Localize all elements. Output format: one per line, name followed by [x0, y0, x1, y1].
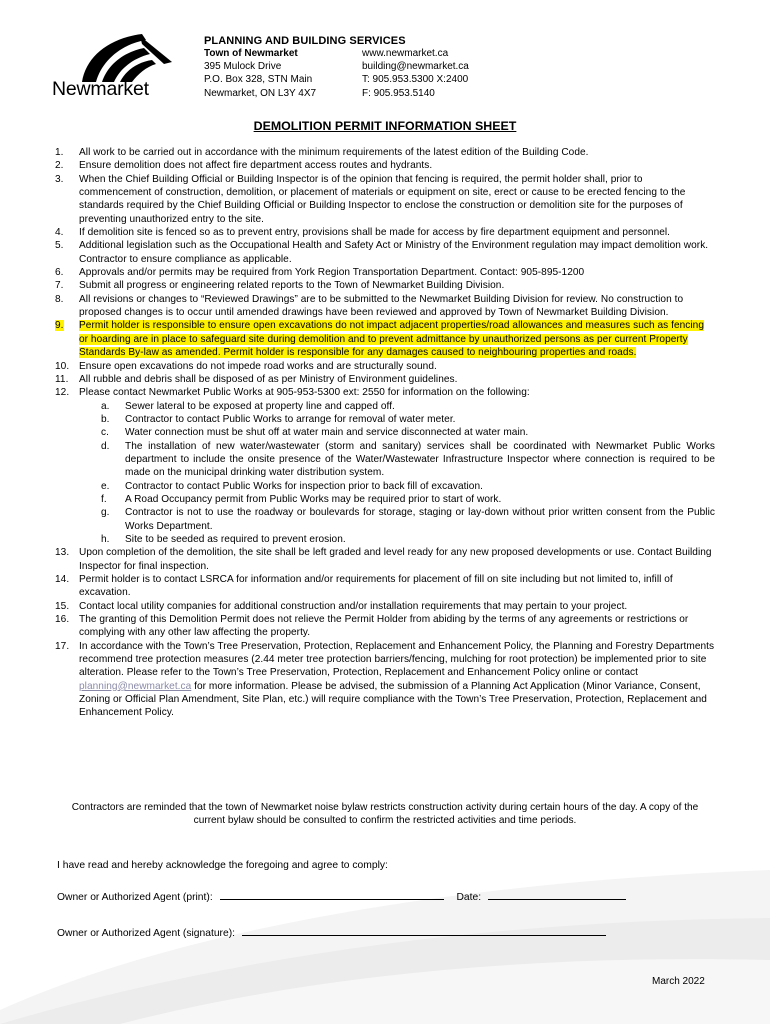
item-number [55, 146, 79, 159]
item-number-text: 4. [55, 227, 64, 239]
item-number-text: 1. [55, 147, 64, 158]
item-text-content: Approvals and/or permits may be required from York Region Transportation Department. Contact: 905-895-1200 [79, 267, 585, 279]
list-item [55, 173, 715, 226]
item-text-part: for more information. Please be advised, the submission of a Planning Act Application (Minor Variance, Consent, Zoning or Official Plan Amendment, Site Plan, etc.) will require compliance with the Town’s Tree Preservation, Protection, Replacement and Enhancement Policy. [79, 680, 707, 719]
item-number [55, 159, 79, 172]
list-item [55, 319, 715, 359]
list-item [55, 293, 715, 320]
item-number-text: 5. [55, 240, 64, 252]
item-number [55, 266, 79, 279]
list-item [55, 613, 715, 640]
sub-item-letter [79, 413, 125, 426]
sub-item-letter [79, 506, 125, 533]
item-text [79, 373, 715, 386]
item-text-content: Ensure demolition does not affect fire department access routes and hydrants. [79, 160, 433, 172]
sub-item-letter-text: c. [101, 427, 109, 439]
website-link[interactable]: www.newmarket.ca [362, 48, 449, 59]
sub-item-letter [79, 480, 125, 493]
item-number [55, 226, 79, 239]
sub-item-text: Contractor is not to use the roadway or boulevards for storage, staging or lay-down without prior written consent from the Public Works Department. [125, 507, 715, 532]
mailing-address [204, 47, 316, 100]
item-text [79, 293, 715, 320]
item-text-content: Upon completion of the demolition, the site shall be left graded and level ready for any new proposed developments or use. Contact Building Inspector for final inspection. [79, 547, 712, 572]
signature-field[interactable] [242, 925, 606, 936]
item-number [55, 546, 79, 573]
item-number [55, 239, 79, 266]
item-text-content: Permit holder is to contact LSRCA for information and/or requirements for placement of fill on site including but not limited to, infill of excavation. [79, 574, 673, 599]
item-number-text: 16. [55, 614, 70, 626]
sub-item [79, 493, 715, 506]
phone-number: T: 905.953.5300 X:2400 [362, 74, 469, 86]
sub-item-letter-text: a. [101, 400, 110, 412]
item-text [79, 159, 715, 172]
item-number-text: 12. [55, 387, 70, 399]
item-number-text: 7. [55, 280, 64, 292]
sub-item [79, 413, 715, 426]
list-item [55, 640, 715, 720]
sub-item [79, 480, 715, 493]
list-item [55, 573, 715, 600]
date-label: Date: [456, 892, 482, 903]
list-item [55, 226, 715, 239]
sub-item-letter [79, 493, 125, 506]
newmarket-arc-logo-icon [80, 34, 176, 82]
item-number-text: 8. [55, 293, 64, 305]
acknowledgement-statement: I have read and hereby acknowledge the foregoing and agree to comply: [57, 860, 388, 871]
item-text-content: If demolition site is fenced so as to prevent entry, provisions shall be made for access by fire department equipment and personnel. [79, 227, 671, 239]
sub-item-letter [79, 440, 125, 480]
item-number [55, 319, 79, 359]
sub-item [79, 426, 715, 439]
sub-item-text: Water connection must be shut off at water main and service disconnected at water main. [125, 427, 529, 439]
list-item [55, 239, 715, 266]
item-number [55, 173, 79, 226]
item-text [79, 279, 715, 292]
sub-item-text: A Road Occupancy permit from Public Works may be required prior to start of work. [125, 493, 502, 505]
fax-number: F: 905.953.5140 [362, 87, 435, 99]
item-text [79, 573, 715, 600]
sub-item [79, 440, 715, 480]
newmarket-logo [52, 34, 174, 100]
address-line: 395 Mulock Drive [204, 61, 282, 73]
item-text [79, 600, 715, 613]
item-number-text: 17. [55, 640, 70, 652]
item-number-text: 2. [55, 160, 64, 172]
list-item [55, 546, 715, 573]
item-text [79, 386, 715, 399]
sub-item-letter-text: e. [101, 480, 110, 492]
contact-info [362, 47, 469, 100]
signature-label: Owner or Authorized Agent (signature): [57, 928, 236, 939]
item-number-text: 14. [55, 574, 70, 585]
sub-item-text: Contractor to contact Public Works for inspection prior to back fill of excavation. [125, 480, 483, 492]
address-line: Newmarket, ON L3Y 4X7 [204, 87, 317, 99]
item-text-content: All work to be carried out in accordance with the minimum requirements of the latest edition of the Building Code. [79, 147, 589, 158]
item-text-content: All rubble and debris shall be disposed of as per Ministry of Environment guidelines. [79, 373, 458, 385]
item-text [79, 173, 715, 226]
item-text [79, 146, 715, 159]
list-item [55, 159, 715, 172]
item-text-content: Permit holder is responsible to ensure open excavations do not impact adjacent properties/road allowances and measures such as fencing or hoarding are in place to safeguard site during demolition and to prevent admittance by unauthorized persons as per current Property Standards By-law as amended. Permit holder is responsible for any damages caused to neighbouring properties and roads. [79, 320, 705, 359]
item-text [79, 319, 715, 359]
planning-email-link[interactable]: planning@newmarket.ca [79, 680, 192, 692]
item-text-content: The granting of this Demolition Permit does not relieve the Permit Holder from abiding by the terms of any agreements or restrictions or complying with any other law affecting the property. [79, 614, 689, 639]
sub-item-letter-text: g. [101, 507, 110, 519]
list-item [55, 386, 715, 399]
sub-item [79, 533, 715, 546]
list-item [55, 373, 715, 386]
sub-item-text: Site to be seeded as required to prevent erosion. [125, 533, 346, 545]
sub-item-letter [79, 426, 125, 439]
item-number-text: 6. [55, 267, 64, 279]
item-number-text: 11. [55, 373, 69, 385]
department-title: PLANNING AND BUILDING SERVICES [204, 35, 406, 47]
signature-row [57, 925, 606, 939]
item-number [55, 360, 79, 373]
item-number [55, 373, 79, 386]
sub-item-text: The installation of new water/wastewater (storm and sanitary) services shall be coordinated with Newmarket Public Works department to include the onsite presence of the Water/Wastewater Infrastructure Inspector where connection is required to be made on the municipal drinking water distribution system. [125, 440, 715, 479]
print-name-field[interactable] [220, 889, 444, 900]
item-number-text: 9. [55, 320, 64, 332]
item-number [55, 573, 79, 600]
item-number [55, 293, 79, 320]
item-text [79, 546, 715, 573]
sub-item-letter [79, 400, 125, 413]
sub-item [79, 506, 715, 533]
revision-date: March 2022 [652, 976, 705, 987]
item-text [79, 266, 715, 279]
item-text-content: Additional legislation such as the Occupational Health and Safety Act or Ministry of the Environment regulation may impact demolition work. Contractor to ensure compliance as applicable. [79, 240, 709, 265]
item-number-text: 3. [55, 173, 64, 185]
item-text-content: Submit all progress or engineering related reports to the Town of Newmarket Building Division. [79, 280, 505, 292]
print-name-row [57, 889, 626, 903]
item-text-content: Ensure open excavations do not impede road works and are structurally sound. [79, 360, 437, 372]
list-item [55, 279, 715, 292]
document-title: DEMOLITION PERMIT INFORMATION SHEET [253, 119, 517, 133]
sub-item-letter-text: b. [101, 413, 110, 425]
item-text [79, 640, 715, 720]
item-number [55, 613, 79, 640]
address-line: Town of Newmarket [204, 48, 298, 59]
item-text [79, 360, 715, 373]
item-text-content: Please contact Newmarket Public Works at 905-953-5300 ext: 2550 for information on the following: [79, 387, 530, 399]
item-number [55, 279, 79, 292]
item-text-content: All revisions or changes to “Reviewed Drawings” are to be submitted to the Newmarket Building Division for review. No construction to proposed changes is to occur until amended drawings have been reviewed and approved by Town of Newmarket Building Division. [79, 293, 684, 319]
item-text-content: When the Chief Building Official or Building Inspector is of the opinion that fencing is required, the permit holder shall, prior to commencement of construction, demolition, or placement of materials or equipment on site, erect or cause to be erected fencing to the standards required by the Chief Building Official or Building Inspector to enclose the construction or demolition site for the purposes of preventing unauthorized entry to the site. [79, 173, 686, 225]
list-item [55, 266, 715, 279]
item-number [55, 640, 79, 720]
print-name-label: Owner or Authorized Agent (print): [57, 892, 213, 903]
list-item [55, 600, 715, 613]
item-text [79, 226, 715, 239]
item-text [79, 613, 715, 640]
email-link[interactable]: building@newmarket.ca [362, 61, 469, 73]
noise-bylaw-reminder: Contractors are reminded that the town of Newmarket noise bylaw restricts construction activity during certain hours of the day. A copy of the current bylaw should be consulted to confirm the restricted activities and time periods. [71, 802, 699, 827]
item-number [55, 386, 79, 399]
item-number-text: 13. [55, 547, 70, 559]
item-text [79, 239, 715, 266]
logo-wordmark: Newmarket [52, 78, 149, 100]
sub-item-letter-text: h. [101, 533, 110, 545]
requirements-list [55, 146, 715, 720]
sub-item-letter-text: d. [101, 440, 110, 452]
address-line: P.O. Box 328, STN Main [204, 74, 313, 86]
list-item [55, 360, 715, 373]
sub-item-text: Sewer lateral to be exposed at property line and capped off. [125, 400, 395, 412]
sub-item [79, 400, 715, 413]
item-number-text: 15. [55, 600, 70, 612]
item-text-part: In accordance with the Town’s Tree Preservation, Protection, Replacement and Enhancement Policy, the Planning and Forestry Departments recommend tree protection measures (2.44 meter tree protection barriers/fencing, mulching for root protection) be implemented prior to site alteration. Please refer to the Town’s Tree Preservation, Protection, Replacement and Enhancement Policy online or contact [79, 640, 715, 679]
item-number [55, 600, 79, 613]
date-field[interactable] [488, 889, 626, 900]
sub-item-text: Contractor to contact Public Works to arrange for removal of water meter. [125, 413, 456, 425]
sub-item-letter [79, 533, 125, 546]
list-item [55, 146, 715, 159]
decorative-swoosh [0, 860, 770, 1024]
item-number-text: 10. [55, 360, 70, 372]
sub-item-letter-text: f. [101, 493, 107, 505]
item-text-content: Contact local utility companies for additional construction and/or installation requirements that may pertain to your project. [79, 600, 628, 612]
